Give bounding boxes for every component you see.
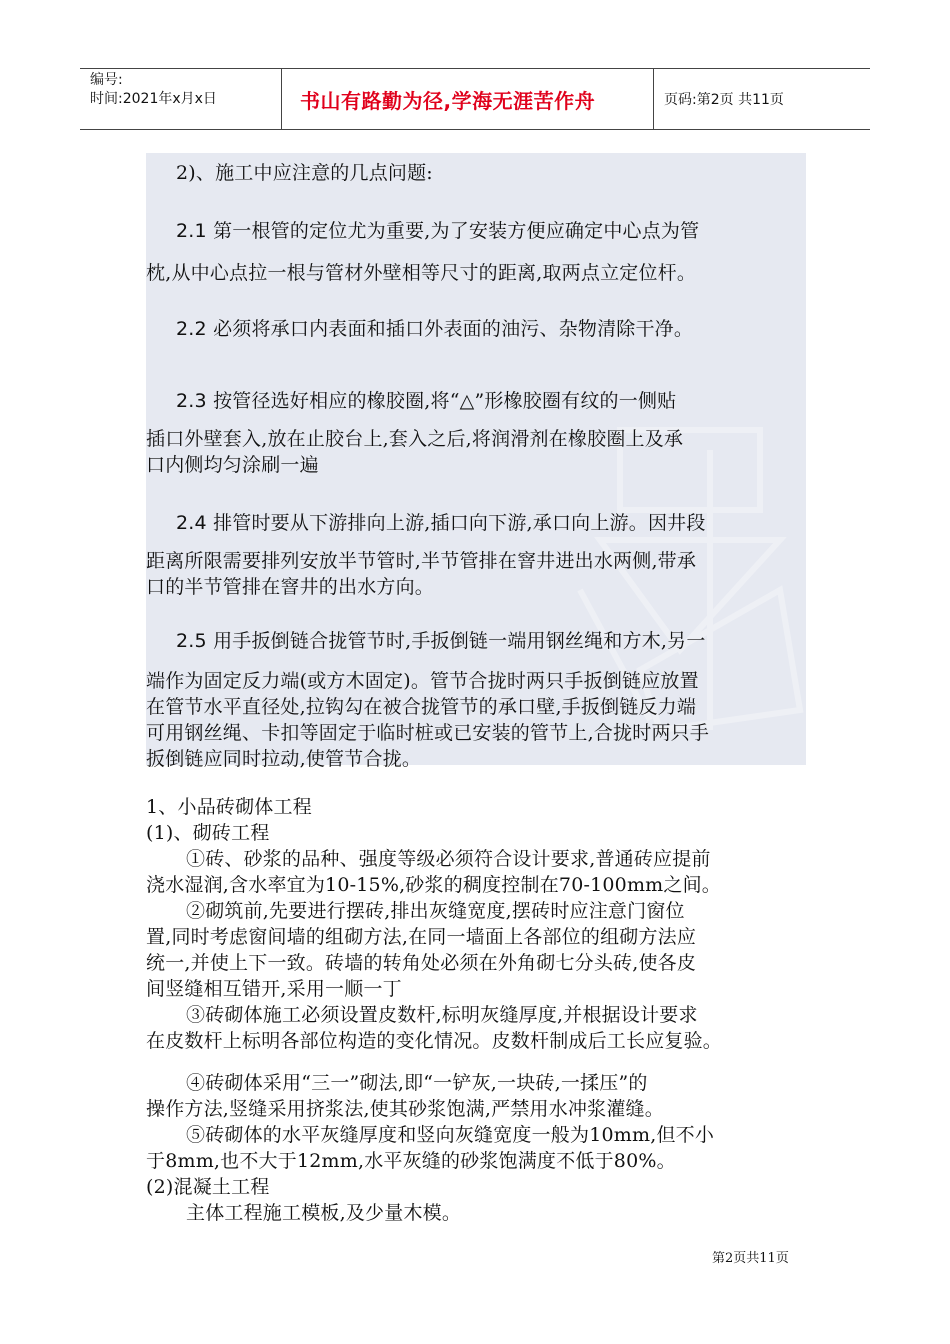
body-line-7: ③砖砌体施工必须设置皮数杆,标明灰缝厚度,并根据设计要求 bbox=[186, 1004, 698, 1026]
item-2-1-line-1 bbox=[176, 216, 699, 243]
body-line-8: 在皮数杆上标明各部位构造的变化情况。皮数杆制成后工长应复验。 bbox=[146, 1030, 723, 1052]
header-left-cell bbox=[80, 69, 282, 129]
number-label: 编号: bbox=[90, 72, 123, 88]
item-2-5-number: 2.5 bbox=[176, 630, 207, 652]
item-2-5-text-1: 用手扳倒链合拢管节时,手扳倒链一端用钢丝绳和方木,另一 bbox=[213, 630, 706, 652]
item-2-1-number: 2.1 bbox=[176, 220, 207, 242]
body-line-3: ②砌筑前,先要进行摆砖,排出灰缝宽度,摆砖时应注意门窗位 bbox=[186, 900, 685, 922]
page-header bbox=[80, 68, 870, 130]
item-2-4-line-3: 口的半节管排在窨井的出水方向。 bbox=[146, 576, 435, 598]
item-2-3-text-1: 按管径选好相应的橡胶圈,将“△”形橡胶圈有纹的一侧贴 bbox=[213, 390, 677, 412]
item-2-2-number: 2.2 bbox=[176, 318, 207, 340]
item-2-3-line-1 bbox=[176, 386, 676, 413]
body-line-12: 于8mm,也不大于12mm,水平灰缝的砂浆饱满度不低于80%。 bbox=[146, 1150, 676, 1172]
body-last-line: 主体工程施工模板,及少量木模。 bbox=[186, 1202, 462, 1224]
item-2-5-line-2: 端作为固定反力端(或方木固定)。管节合拢时两只手扳倒链应放置 bbox=[146, 670, 699, 692]
body-line-6: 间竖缝相互错开,采用一顺一丁 bbox=[146, 978, 402, 1000]
body-line-2: 浇水湿润,含水率宜为10-15%,砂浆的稠度控制在70-100mm之间。 bbox=[146, 874, 722, 896]
body-line-11: ⑤砖砌体的水平灰缝厚度和竖向灰缝宽度一般为10mm,但不小 bbox=[186, 1124, 715, 1146]
subsection-1: (1)、砌砖工程 bbox=[146, 822, 270, 844]
item-2-2-text-1: 必须将承口内表面和插口外表面的油污、杂物清除干净。 bbox=[213, 318, 694, 340]
body-line-5: 统一,并使上下一致。砖墙的转角处必须在外角砌七分头砖,使各皮 bbox=[146, 952, 697, 974]
item-2-5-line-4: 可用钢丝绳、卡扣等固定于临时桩或已安装的管节上,合拢时两只手 bbox=[146, 722, 710, 744]
body-line-10: 操作方法,竖缝采用挤浆法,使其砂浆饱满,严禁用水冲浆灌缝。 bbox=[146, 1098, 664, 1120]
item-2-4-line-2: 距离所限需要排列安放半节管时,半节管排在窨井进出水两侧,带承 bbox=[146, 550, 697, 572]
footer-page-number: 第2页共11页 bbox=[712, 1251, 789, 1266]
body-line-4: 置,同时考虑窗间墙的组砌方法,在同一墙面上各部位的组砌方法应 bbox=[146, 926, 697, 948]
item-2-4-line-1 bbox=[176, 508, 706, 535]
item-2-3-line-3: 口内侧均匀涂刷一遍 bbox=[146, 454, 319, 476]
item-2-5-line-5: 扳倒链应同时拉动,使管节合拢。 bbox=[146, 748, 422, 770]
section-title: 1、小品砖砌体工程 bbox=[146, 796, 312, 818]
body-line-9: ④砖砌体采用“三一”砌法,即“一铲灰,一块砖,一揉压”的 bbox=[186, 1072, 648, 1094]
item-2-4-number: 2.4 bbox=[176, 512, 207, 534]
item-2-3-line-2: 插口外壁套入,放在止胶台上,套入之后,将润滑剂在橡胶圈上及承 bbox=[146, 428, 684, 450]
item-2-3-number: 2.3 bbox=[176, 390, 207, 412]
item-2-5-line-3: 在管节水平直径处,拉钩勾在被合拢管节的承口壁,手扳倒链反力端 bbox=[146, 696, 697, 718]
header-page-label: 页码:第2页 共11页 bbox=[664, 92, 784, 108]
subsection-2: (2)混凝土工程 bbox=[146, 1176, 270, 1198]
item-2-5-line-1 bbox=[176, 626, 706, 653]
item-2-1-text-1: 第一根管的定位尤为重要,为了安装方便应确定中心点为管 bbox=[213, 220, 700, 242]
motto-text: 书山有路勤为径,学海无涯苦作舟 bbox=[300, 88, 596, 113]
body-line-1: ①砖、砂浆的品种、强度等级必须符合设计要求,普通砖应提前 bbox=[186, 848, 711, 870]
date-label: 时间:2021年x月x日 bbox=[90, 91, 217, 107]
header-page-cell bbox=[654, 69, 870, 129]
item-2-2-line-1 bbox=[176, 314, 693, 341]
item-2-1-line-2: 枕,从中心点拉一根与管材外壁相等尺寸的距离,取两点立定位杆。 bbox=[146, 262, 697, 284]
header-motto-cell bbox=[282, 69, 654, 129]
item-2-4-text-1: 排管时要从下游排向上游,插口向下游,承口向上游。因井段 bbox=[213, 512, 706, 534]
intro-line: 2)、施工中应注意的几点问题: bbox=[176, 162, 433, 184]
